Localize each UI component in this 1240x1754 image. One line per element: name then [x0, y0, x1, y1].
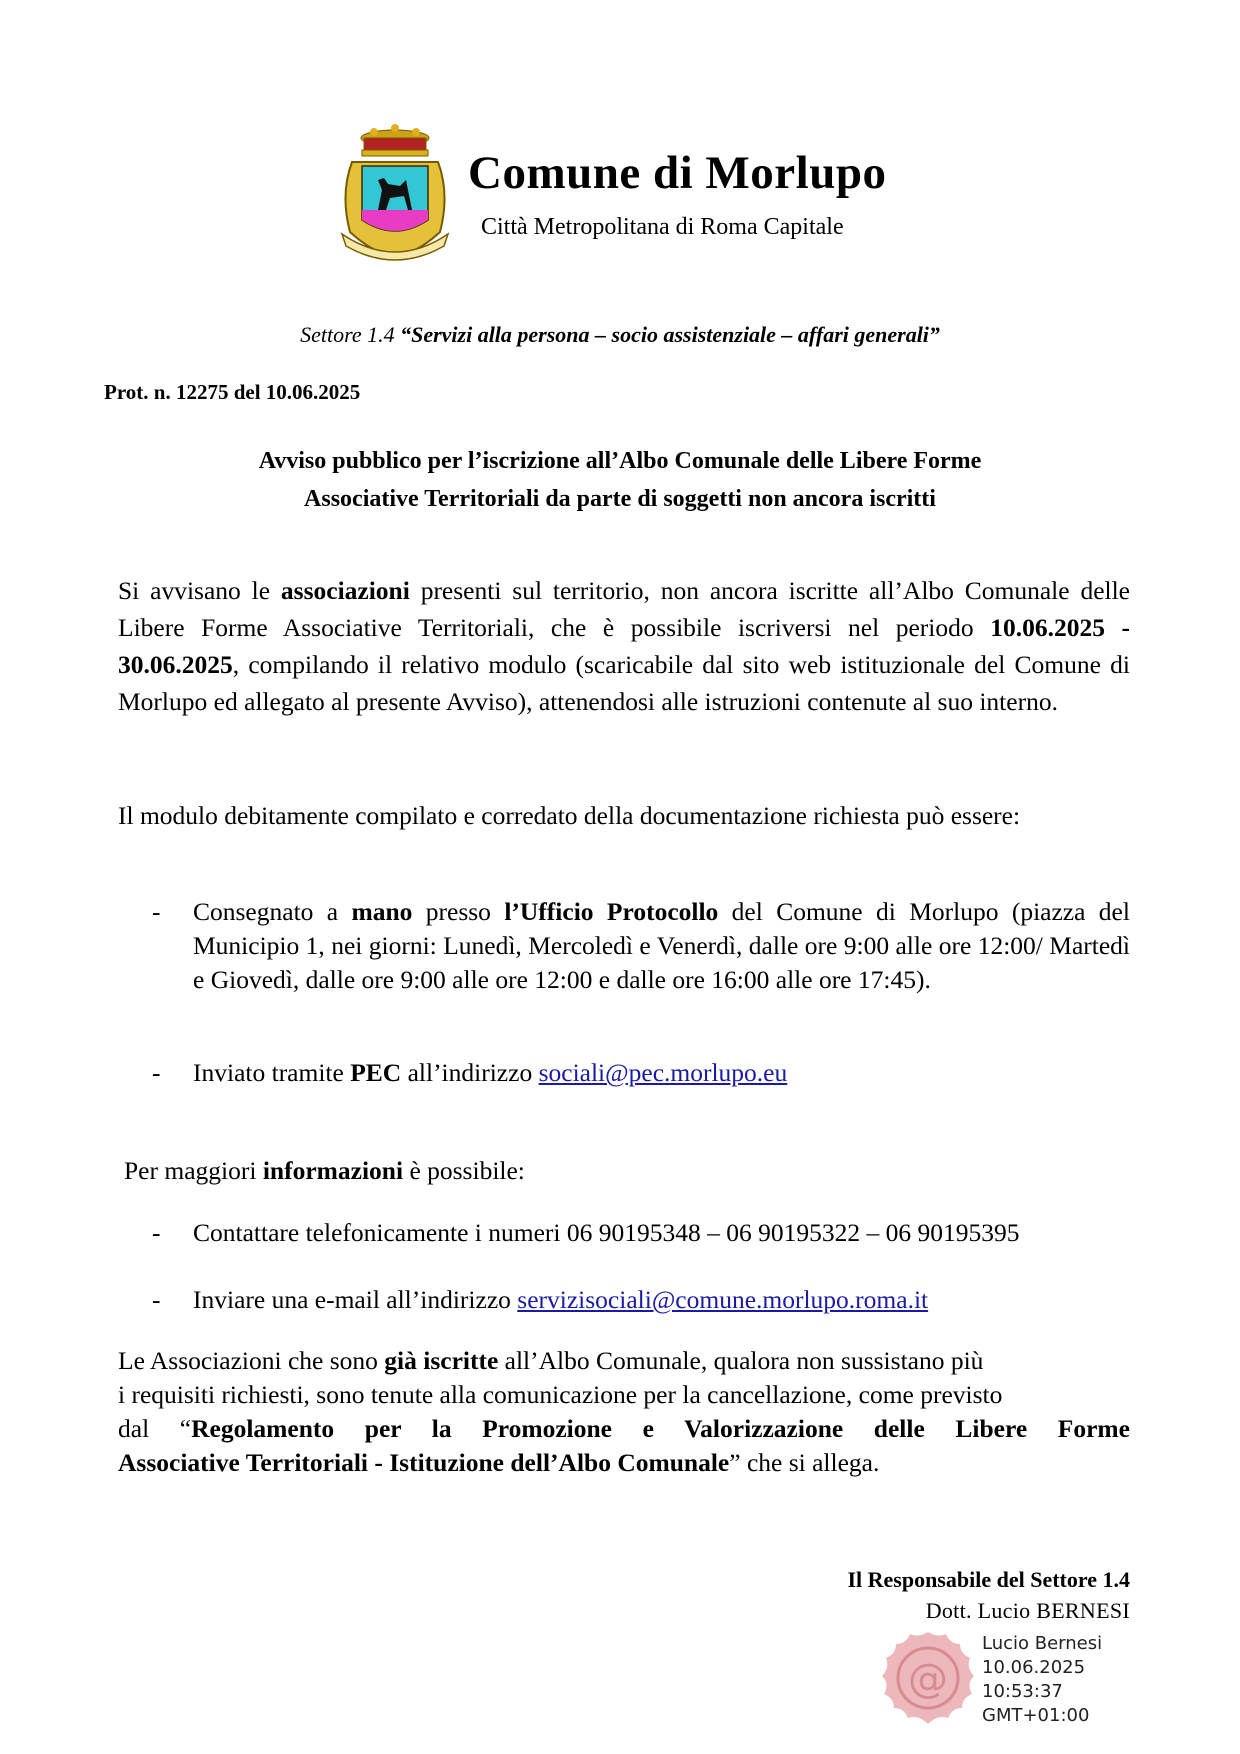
city-subtitle: Città Metropolitana di Roma Capitale	[481, 214, 844, 240]
paragraph-submission	[118, 797, 1130, 834]
text-line	[118, 1446, 1130, 1480]
regulation-title: Regolamento per la Promozione e Valorizzazione delle Libere Forme	[191, 1414, 1130, 1443]
services-email-link[interactable]: servizisociali@comune.morlupo.roma.it	[517, 1285, 929, 1314]
text: Inviato tramite	[193, 1058, 351, 1087]
info-intro	[124, 1154, 525, 1188]
bold-text: informazioni	[262, 1156, 404, 1185]
protocol-number: Prot. n. 12275 del 10.06.2025	[104, 380, 361, 404]
bold-text: associazioni	[280, 576, 410, 605]
text: del Comune di Morlupo (piazza del Municipio 1, nei giorni: Lunedì, Mercoledì e Venerdì, dalle ore 9:00 alle ore 12:00/ Martedì e Giovedì, dalle ore 9:00 alle ore 12:00 e dalle ore 16:00 alle ore 17:45).	[193, 897, 1130, 994]
bold-text: l’Ufficio Protocollo	[504, 897, 719, 926]
registration-period: 10.06.2025 - 30.06.2025	[118, 613, 1130, 679]
sector-heading	[0, 322, 1240, 348]
text-line	[118, 1344, 1130, 1378]
bullet-dash: -	[152, 1058, 161, 1087]
text-line: i requisiti richiesti, sono tenute alla comunicazione per la cancellazione, come previsto	[118, 1380, 1003, 1409]
signatory-name: Dott. Lucio BERNESI	[925, 1598, 1130, 1623]
svg-text:@: @	[908, 1656, 948, 1702]
signature-date: 10.06.2025	[982, 1657, 1086, 1678]
bullet-dash: -	[152, 1285, 161, 1314]
text: , compilando il relativo modulo (scaricabile dal sito web istituzionale del Comune di Morlupo ed allegato al presente Avviso), attenendosi alle istruzioni contenute al suo interno.	[118, 650, 1130, 716]
bold-text: PEC	[350, 1058, 402, 1087]
sector-number: Settore 1.4	[300, 322, 401, 347]
text: Le Associazioni che sono	[118, 1346, 385, 1375]
notice-title	[0, 442, 1240, 518]
signature-time: 10:53:37	[982, 1681, 1063, 1702]
info-phone: Contattare telefonicamente i numeri 06 90195348 – 06 90195322 – 06 90195395	[193, 1218, 1020, 1247]
regulation-title: Associative Territoriali - Istituzione dell’Albo Comunale	[118, 1448, 730, 1477]
bold-text: già iscritte	[384, 1346, 499, 1375]
delivery-option-hand	[193, 895, 1130, 997]
text: Consegnato a	[193, 897, 352, 926]
notice-title-line: Associative Territoriali da parte di soggetti non ancora iscritti	[304, 486, 936, 512]
signature-timezone: GMT+01:00	[982, 1705, 1090, 1726]
pec-email-link[interactable]: sociali@pec.morlupo.eu	[538, 1058, 788, 1087]
text: Per maggiori	[124, 1156, 263, 1185]
sector-name: “Servizi alla persona – socio assistenziale – affari generali”	[400, 322, 940, 347]
signature-signer: Lucio Bernesi	[982, 1633, 1103, 1654]
municipal-crest-logo	[334, 124, 456, 266]
text: Il modulo debitamente compilato e corredato della documentazione richiesta può essere:	[118, 801, 1021, 830]
paragraph-cancellation	[118, 1344, 1130, 1480]
text: presso	[412, 897, 505, 926]
paragraph-registration	[118, 572, 1130, 720]
text: presenti sul territorio, non ancora iscritte all’Albo Comunale delle Libere Forme Associative Territoriali, che è possibile iscriversi nel periodo	[118, 576, 1130, 642]
info-email	[193, 1283, 1130, 1317]
text: all’indirizzo	[401, 1058, 539, 1087]
text: Inviare una e-mail all’indirizzo	[193, 1285, 518, 1314]
text: è possibile:	[403, 1156, 525, 1185]
text: Si avvisano le	[118, 576, 281, 605]
notice-title-line: Avviso pubblico per l’iscrizione all’Albo Comunale delle Libere Forme	[258, 448, 982, 474]
city-name: Comune di Morlupo	[468, 147, 887, 199]
digital-signature-details	[982, 1632, 1102, 1728]
text: ” che si allega.	[729, 1448, 880, 1477]
bullet-dash: -	[152, 1218, 161, 1247]
text: dal “	[118, 1414, 192, 1443]
bullet-dash: -	[152, 897, 161, 926]
text: all’Albo Comunale, qualora non sussistano più	[498, 1346, 984, 1375]
signatory-role: Il Responsabile del Settore 1.4	[847, 1567, 1130, 1592]
bold-text: mano	[351, 897, 413, 926]
text-line	[118, 1412, 1130, 1446]
delivery-option-pec	[193, 1056, 1130, 1090]
digital-signature-seal-icon	[876, 1628, 980, 1732]
